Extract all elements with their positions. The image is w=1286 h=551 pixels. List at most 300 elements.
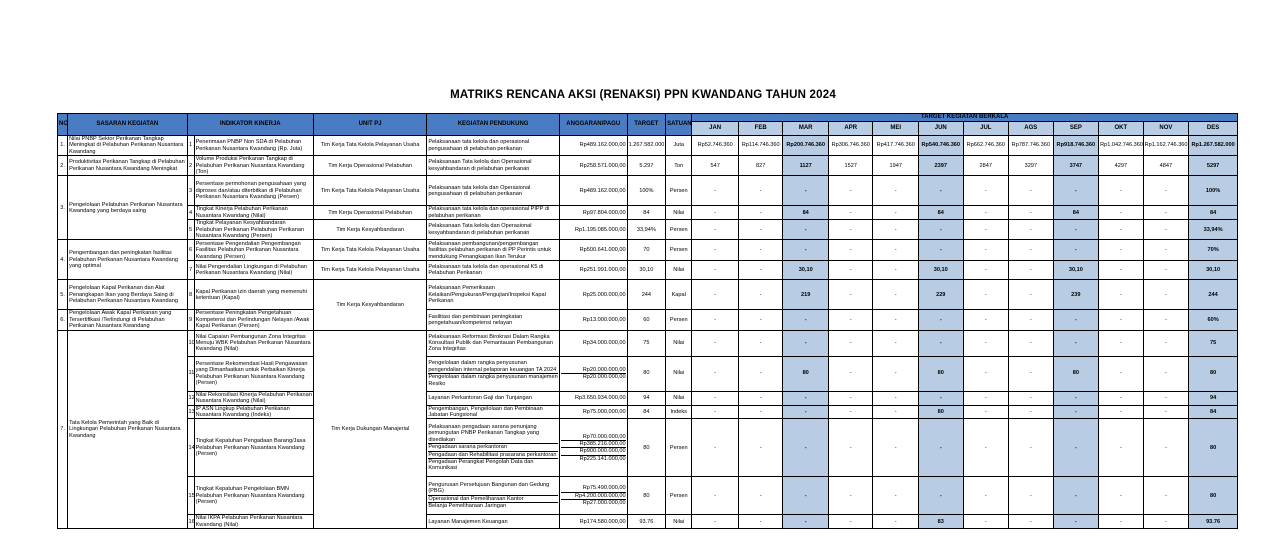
row-no: 2. <box>58 156 68 176</box>
month-value-mar: 219 <box>783 280 829 310</box>
month-value-mei: - <box>873 261 919 280</box>
month-value-jan: - <box>692 515 739 529</box>
row-no: 5. <box>58 280 68 310</box>
month-value-apr: 1527 <box>828 156 873 176</box>
anggaran-item: Rp70.000.000,00 <box>582 433 626 440</box>
month-value-ags: - <box>1009 515 1054 529</box>
header-month-jul: JUL <box>963 122 1009 136</box>
month-value-jul: - <box>963 515 1009 529</box>
month-value-jun: - <box>919 330 964 356</box>
header-month-apr: APR <box>828 122 873 136</box>
satuan-cell: Kapal <box>666 280 692 310</box>
month-value-jul: - <box>963 310 1009 330</box>
month-value-jul: - <box>963 176 1009 206</box>
kegiatan-item: Pelaksanaan Reformasi Birokrasi Dalam Rangka Konsultasi Publik dan Pemantauan Pembangunan Zona Integritas <box>428 333 554 353</box>
month-value-mar: - <box>783 391 829 405</box>
indikator-index: 1 <box>187 136 194 156</box>
month-value-mei: - <box>873 176 919 206</box>
kegiatan-cell <box>427 176 560 206</box>
kegiatan-cell <box>427 310 560 330</box>
table-row <box>58 515 1238 529</box>
month-value-okt: - <box>1099 356 1144 391</box>
anggaran-item: Rp900.000.000,00 <box>561 447 626 454</box>
sasaran-cell: Pengembangan dan peningkatan fasilitas Pelabuhan Perikanan Nusantara Kwandang yang optimal <box>68 240 187 280</box>
month-value-ags: - <box>1009 280 1054 310</box>
table-row <box>58 280 1238 310</box>
month-value-jan: - <box>692 419 739 477</box>
anggaran-cell <box>559 419 627 477</box>
month-value-des: 84 <box>1189 405 1238 419</box>
anggaran-item: Rp3.650.934.000,00 <box>574 394 626 401</box>
month-value-sep: - <box>1053 515 1099 529</box>
sasaran-cell: Pengelolaan Pelabuhan Perikanan Nusantara Kwandang yang berdaya saing <box>68 176 187 240</box>
month-value-sep: 80 <box>1053 356 1099 391</box>
indikator-cell: Persentase Pengendalian Pengembangan Fasilitas Pelabuhan Perikanan Nusantara Kwandang (Persen) <box>194 240 313 261</box>
header-sasaran: SASARAN KEGIATAN <box>68 114 187 136</box>
month-value-mei: - <box>873 477 919 515</box>
anggaran-item: Rp25.000.000,00 <box>582 291 626 298</box>
kegiatan-item: Operasional dan Pemeliharaan Kantor <box>428 495 558 502</box>
satuan-cell: Indeks <box>666 405 692 419</box>
month-value-mar: Rp200.746.360 <box>783 136 829 156</box>
anggaran-item: Rp500.641.000,00 <box>579 247 626 254</box>
kegiatan-cell <box>427 220 560 240</box>
kegiatan-cell <box>427 477 560 515</box>
month-value-jun: 2397 <box>919 156 964 176</box>
month-value-jun: - <box>919 176 964 206</box>
indikator-cell: Tingkat Kepatuhan Pengadaan Barang/Jasa Pelabuhan Perikanan Nusantara Kwandang (Persen) <box>194 419 313 477</box>
table-row <box>58 240 1238 261</box>
month-value-des: 80 <box>1189 477 1238 515</box>
anggaran-cell <box>559 136 627 156</box>
header-indikator: INDIKATOR KINERJA <box>187 114 313 136</box>
month-value-jan: - <box>692 240 739 261</box>
month-value-apr: - <box>828 176 873 206</box>
unit-cell: Tim Kerja Operasional Pelabuhan <box>313 156 426 176</box>
month-value-des: 94 <box>1189 391 1238 405</box>
month-value-jul: - <box>963 356 1009 391</box>
month-value-jan: - <box>692 206 739 220</box>
kegiatan-item: Pengadaan dan Rehabilitasi prasarana perkantoran <box>428 451 557 458</box>
target-cell: 80 <box>627 356 665 391</box>
satuan-cell: Persen <box>666 310 692 330</box>
sasaran-cell: Tata Kelola Pemerintah yang Baik di Lingkungan Pelabuhan Perikanan Nusantara Kwandang <box>68 330 187 528</box>
kegiatan-item: Layanan Manajemen Keuangan <box>428 518 508 525</box>
month-value-sep: - <box>1053 477 1099 515</box>
month-value-nov: - <box>1143 477 1189 515</box>
kegiatan-item: Pelaksanaan tata kelola dan operasional pengusahaan di pelabuhan perikanan <box>428 139 530 152</box>
satuan-cell: Nilai <box>666 330 692 356</box>
month-value-des: 30,10 <box>1189 261 1238 280</box>
month-value-ags: - <box>1009 176 1054 206</box>
anggaran-item: Rp225.141.000,00 <box>561 455 626 462</box>
month-value-sep: 84 <box>1053 206 1099 220</box>
month-value-okt: - <box>1099 310 1144 330</box>
indikator-index: 14 <box>187 419 194 477</box>
month-value-sep: - <box>1053 419 1099 477</box>
anggaran-cell <box>559 220 627 240</box>
indikator-index: 12 <box>187 391 194 405</box>
month-value-mar: - <box>783 240 829 261</box>
anggaran-cell <box>559 156 627 176</box>
month-value-sep: - <box>1053 240 1099 261</box>
header-month-jan: JAN <box>692 122 739 136</box>
indikator-index: 11 <box>187 356 194 391</box>
anggaran-item: Rp489.162.000,00 <box>579 187 626 194</box>
anggaran-cell <box>559 240 627 261</box>
month-value-ags: - <box>1009 405 1054 419</box>
month-value-okt: - <box>1099 176 1144 206</box>
anggaran-item: Rp97.804.000,00 <box>582 209 626 216</box>
kegiatan-item: Pengembangan, Pengelolaan dan Pembinaan Jabatan Fungsional <box>428 405 543 418</box>
month-value-okt: - <box>1099 419 1144 477</box>
unit-cell: Tim Kerja Operasional Pelabuhan <box>313 206 426 220</box>
header-unit: UNIT PJ <box>313 114 426 136</box>
unit-cell: Tim Kerja Tata Kelola Pelayanan Usaha <box>313 136 426 156</box>
header-month-mei: MEI <box>873 122 919 136</box>
target-cell: 100% <box>627 176 665 206</box>
month-value-okt: - <box>1099 220 1144 240</box>
month-value-okt: Rp1.042.746.360 <box>1099 136 1144 156</box>
month-value-jul: Rp662.746.360 <box>963 136 1009 156</box>
table-row <box>58 405 1238 419</box>
table-row <box>58 310 1238 330</box>
indikator-index: 4 <box>187 206 194 220</box>
month-value-jun: - <box>919 240 964 261</box>
month-value-jun: 84 <box>919 206 964 220</box>
row-no: 6. <box>58 310 68 330</box>
month-value-mar: - <box>783 176 829 206</box>
table-row <box>58 136 1238 156</box>
month-value-feb: - <box>738 206 783 220</box>
month-value-des: 93.76 <box>1189 515 1238 529</box>
indikator-index: 10 <box>187 330 194 356</box>
month-value-ags: - <box>1009 220 1054 240</box>
month-value-jul: - <box>963 419 1009 477</box>
target-cell: 84 <box>627 405 665 419</box>
row-no: 7. <box>58 330 68 528</box>
month-value-feb: Rp114.746.360 <box>738 136 783 156</box>
satuan-cell: Nilai <box>666 391 692 405</box>
month-value-sep: 3747 <box>1053 156 1099 176</box>
table-row <box>58 356 1238 391</box>
month-value-apr: - <box>828 356 873 391</box>
indikator-index: 8 <box>187 280 194 310</box>
month-value-apr: - <box>828 391 873 405</box>
month-value-jun: - <box>919 220 964 240</box>
month-value-ags: - <box>1009 477 1054 515</box>
satuan-cell: Ton <box>666 156 692 176</box>
month-value-mei: - <box>873 515 919 529</box>
indikator-cell: Persentase Rekomendasi Hasil Pengawasan yang Dimanfaatkan untuk Perbaikan Kinerja Pelabuhan Perikanan Nusantara Kwandang (Persen) <box>194 356 313 391</box>
kegiatan-item: Pelaksanaan Pemeriksaan Kelaikan/Pengukuran/Pengujian/Inspeksi Kapal Perikanan <box>428 285 546 305</box>
unit-cell: Tim Kerja Tata Kelola Pelayanan Usaha <box>313 176 426 206</box>
month-value-okt: - <box>1099 405 1144 419</box>
month-value-sep: - <box>1053 405 1099 419</box>
indikator-cell: Penerimaan PNBP Non SDA di Pelabuhan Perikanan Nusantara Kwandang (Rp. Juta) <box>194 136 313 156</box>
anggaran-item: Rp75.490.000,00 <box>582 485 626 492</box>
month-value-ags: - <box>1009 419 1054 477</box>
header-satuan: SATUAN <box>666 114 692 136</box>
month-value-mei: - <box>873 391 919 405</box>
month-value-feb: 827 <box>738 156 783 176</box>
month-value-okt: - <box>1099 261 1144 280</box>
month-value-des: 5297 <box>1189 156 1238 176</box>
month-value-jan: - <box>692 220 739 240</box>
anggaran-item: Rp27.000.000,00 <box>561 499 626 506</box>
month-value-jun: - <box>919 419 964 477</box>
anggaran-item: Rp489.162.000,00 <box>579 142 626 149</box>
kegiatan-cell <box>427 206 560 220</box>
month-value-jul: - <box>963 280 1009 310</box>
month-value-ags: - <box>1009 261 1054 280</box>
header-target: TARGET <box>627 114 665 136</box>
month-value-ags: - <box>1009 310 1054 330</box>
target-cell: 75 <box>627 330 665 356</box>
month-value-mei: 1947 <box>873 156 919 176</box>
satuan-cell: Persen <box>666 419 692 477</box>
month-value-jan: - <box>692 280 739 310</box>
indikator-index: 16 <box>187 515 194 529</box>
month-value-mei: - <box>873 220 919 240</box>
target-cell: 80 <box>627 419 665 477</box>
kegiatan-cell <box>427 391 560 405</box>
indikator-index: 2 <box>187 156 194 176</box>
table-row <box>58 176 1238 206</box>
kegiatan-item: Belanja Pemeliharaan Jaringan <box>428 502 558 509</box>
month-value-des: 100% <box>1189 176 1238 206</box>
header-month-okt: OKT <box>1099 122 1144 136</box>
page-title: MATRIKS RENCANA AKSI (RENAKSI) PPN KWANDANG TAHUN 2024 <box>450 89 836 101</box>
kegiatan-cell <box>427 356 560 391</box>
header-month-sep: SEP <box>1053 122 1099 136</box>
kegiatan-item: Layanan Perkantoran Gaji dan Tunjangan <box>428 394 532 401</box>
satuan-cell: Nilai <box>666 261 692 280</box>
month-value-jul: - <box>963 330 1009 356</box>
month-value-nov: Rp1.162.746.360 <box>1143 136 1189 156</box>
month-value-nov: - <box>1143 405 1189 419</box>
month-value-apr: - <box>828 330 873 356</box>
month-value-ags: - <box>1009 330 1054 356</box>
anggaran-item: Rp20.000.000,00 <box>561 373 626 380</box>
target-cell: 93.76 <box>627 515 665 529</box>
month-value-jan: - <box>692 477 739 515</box>
month-value-jul: - <box>963 261 1009 280</box>
indikator-cell: Volume Produksi Perikanan Tangkap di Pelabuhan Perikanan Nusantara Kwandang (Ton) <box>194 156 313 176</box>
satuan-cell: Nilai <box>666 515 692 529</box>
month-value-jan: Rp52.746.360 <box>692 136 739 156</box>
month-value-apr: - <box>828 405 873 419</box>
table-row <box>58 419 1238 477</box>
month-value-jun: - <box>919 477 964 515</box>
month-value-mei: - <box>873 419 919 477</box>
indikator-index: 5 <box>187 220 194 240</box>
table-row <box>58 156 1238 176</box>
month-value-des: 75 <box>1189 330 1238 356</box>
month-value-nov: - <box>1143 240 1189 261</box>
month-value-jun: - <box>919 391 964 405</box>
indikator-index: 7 <box>187 261 194 280</box>
anggaran-item: Rp174.580.000,00 <box>579 518 626 525</box>
month-value-nov: - <box>1143 280 1189 310</box>
month-value-feb: - <box>738 330 783 356</box>
sasaran-cell: Produktivitas Perikanan Tangkap di Pelabuhan Perikanan Nusantara Kwandang Meningkat <box>68 156 187 176</box>
target-cell: 5.297 <box>627 156 665 176</box>
month-value-ags: 3297 <box>1009 156 1054 176</box>
header-month-jun: JUN <box>919 122 964 136</box>
month-value-jun: 80 <box>919 356 964 391</box>
month-value-jun: 30,10 <box>919 261 964 280</box>
month-value-jul: - <box>963 240 1009 261</box>
anggaran-cell <box>559 261 627 280</box>
month-value-jul: - <box>963 206 1009 220</box>
kegiatan-item: Pelaksanaan tata kelola dan operasional K5 di Pelabuhan Perikanan <box>428 264 544 277</box>
kegiatan-item: Pelaksanaan pembangunan/pengembangan fasilitas pelabuhan perikanan di PP Perintis untuk mendukung Penangkapan Ikan Terukur <box>428 240 552 260</box>
kegiatan-cell <box>427 280 560 310</box>
header-month-des: DES <box>1189 122 1238 136</box>
month-value-jul: - <box>963 220 1009 240</box>
month-value-feb: - <box>738 240 783 261</box>
target-cell: 1.267.582.000 <box>627 136 665 156</box>
indikator-cell: Persentase permohonan pengusahaan yang diproses dan/atau diterbitkan di Pelabuhan Perikanan Nusantara Kwandang (Persen) <box>194 176 313 206</box>
anggaran-cell <box>559 176 627 206</box>
indikator-cell: Nilai Capaian Pembangunan Zona Integritas Menuju WBK Pelabuhan Perikanan Nusantara Kwandang (Nilai) <box>194 330 313 356</box>
anggaran-cell <box>559 206 627 220</box>
month-value-nov: - <box>1143 261 1189 280</box>
month-value-feb: - <box>738 261 783 280</box>
target-cell: 70 <box>627 240 665 261</box>
satuan-cell: Juta <box>666 136 692 156</box>
month-value-feb: - <box>738 176 783 206</box>
month-value-okt: - <box>1099 206 1144 220</box>
month-value-ags: - <box>1009 356 1054 391</box>
indikator-cell: Nilai IKPA Pelabuhan Perikanan Nusantara Kwandang (Nilai) <box>194 515 313 529</box>
month-value-jun: 80 <box>919 405 964 419</box>
month-value-feb: - <box>738 515 783 529</box>
header-month-nov: NOV <box>1143 122 1189 136</box>
month-value-mei: - <box>873 280 919 310</box>
kegiatan-item: Pengelolaan dalam rangka penyusunan pengendalian internal pelaporan keuangan TA 2024 <box>428 360 557 373</box>
month-value-sep: - <box>1053 220 1099 240</box>
month-value-mar: - <box>783 220 829 240</box>
month-value-des: 80 <box>1189 419 1238 477</box>
month-value-des: 60% <box>1189 310 1238 330</box>
kegiatan-cell <box>427 419 560 477</box>
unit-cell: Tim Kerja Tata Kelola Pelayanan Usaha <box>313 240 426 261</box>
indikator-cell: Nilai Pengendalian Lingkungan di Pelabuhan Perikanan Nusantara Kwandang (Nilai) <box>194 261 313 280</box>
month-value-okt: 4297 <box>1099 156 1144 176</box>
anggaran-cell <box>559 310 627 330</box>
anggaran-item: Rp385.216.000,00 <box>561 440 626 447</box>
month-value-feb: - <box>738 477 783 515</box>
month-value-jul: - <box>963 405 1009 419</box>
month-value-apr: - <box>828 240 873 261</box>
anggaran-cell <box>559 391 627 405</box>
kegiatan-cell <box>427 515 560 529</box>
anggaran-item: Rp4.200.000.000,00 <box>561 492 626 499</box>
table-row <box>58 220 1238 240</box>
kegiatan-item: Pengadaan sarana perkantoran <box>428 443 558 450</box>
month-value-jun: 229 <box>919 280 964 310</box>
kegiatan-item: Pelaksanaan Tata kelola dan Operasional kesyahbandaran di pelabuhan perikanan <box>428 223 532 236</box>
header-no: NO <box>58 114 68 136</box>
indikator-cell: Kapal Perikanan izin daerah yang memenuhi ketentuan (Kapal) <box>194 280 313 310</box>
anggaran-cell <box>559 477 627 515</box>
month-value-des: Rp1.267.582.000 <box>1189 136 1238 156</box>
target-cell: 60 <box>627 310 665 330</box>
month-value-des: 70% <box>1189 240 1238 261</box>
month-value-ags: - <box>1009 206 1054 220</box>
month-value-sep: Rp918.746.360 <box>1053 136 1099 156</box>
anggaran-item: Rp34.000.000,00 <box>582 339 626 346</box>
month-value-jul: - <box>963 391 1009 405</box>
table-row <box>58 261 1238 280</box>
month-value-sep: - <box>1053 310 1099 330</box>
anggaran-item: Rp20.000.000,00 <box>582 366 626 373</box>
indikator-index: 15 <box>187 477 194 515</box>
indikator-index: 6 <box>187 240 194 261</box>
month-value-nov: - <box>1143 310 1189 330</box>
anggaran-cell <box>559 356 627 391</box>
indikator-index: 3 <box>187 176 194 206</box>
renaksi-table <box>57 113 1238 529</box>
kegiatan-cell <box>427 330 560 356</box>
table-row <box>58 206 1238 220</box>
month-value-okt: - <box>1099 330 1144 356</box>
target-cell: 80 <box>627 477 665 515</box>
month-value-sep: - <box>1053 330 1099 356</box>
month-value-nov: - <box>1143 176 1189 206</box>
month-value-feb: - <box>738 391 783 405</box>
month-value-apr: - <box>828 419 873 477</box>
indikator-cell: Tingkat Kepatuhan Pengelolaan BMN Pelabuhan Perikanan Nusantara Kwandang (Persen) <box>194 477 313 515</box>
month-value-mei: Rp417.746.360 <box>873 136 919 156</box>
month-value-sep: - <box>1053 176 1099 206</box>
month-value-feb: - <box>738 419 783 477</box>
month-value-mei: - <box>873 405 919 419</box>
anggaran-cell <box>559 330 627 356</box>
month-value-apr: - <box>828 220 873 240</box>
month-value-mar: - <box>783 405 829 419</box>
month-value-nov: - <box>1143 330 1189 356</box>
anggaran-item: Rp258.571.000,00 <box>579 162 626 169</box>
month-value-mar: - <box>783 515 829 529</box>
month-value-des: 33,94% <box>1189 220 1238 240</box>
month-value-mar: 30,10 <box>783 261 829 280</box>
month-value-ags: - <box>1009 391 1054 405</box>
kegiatan-item: Pelaksanaan pengadaan sarana penunjang pemungutan PNBP Perikanan Tangkap yang disediakan <box>428 423 540 443</box>
indikator-index: 9 <box>187 310 194 330</box>
month-value-jun: - <box>919 310 964 330</box>
month-value-nov: - <box>1143 206 1189 220</box>
unit-cell: Tim Kerja Kesyahbandaran <box>313 220 426 240</box>
month-value-jul: 2847 <box>963 156 1009 176</box>
header-kegiatan: KEGIATAN PENDUKUNG <box>427 114 560 136</box>
indikator-cell: Nilai Rekonsiliasi Kinerja Pelabuhan Perikanan Nusantara Kwandang (Nilai) <box>195 391 312 405</box>
target-cell: 84 <box>627 206 665 220</box>
month-value-jan: - <box>692 356 739 391</box>
indikator-cell: IP ASN Lingkup Pelabuhan Perikanan Nusantara Kwandang (Indeks) <box>194 405 313 419</box>
satuan-cell: Persen <box>666 240 692 261</box>
month-value-nov: - <box>1143 220 1189 240</box>
sasaran-cell: Nilai PNBP Sektor Perikanan Tangkap Meningkat di Pelabuhan Perikanan Nusantara Kwandang <box>68 136 187 156</box>
month-value-mei: - <box>873 356 919 391</box>
anggaran-cell <box>559 515 627 529</box>
month-value-sep: 30,10 <box>1053 261 1099 280</box>
month-value-sep: - <box>1053 391 1099 405</box>
month-value-jan: - <box>692 310 739 330</box>
satuan-cell: Persen <box>666 220 692 240</box>
